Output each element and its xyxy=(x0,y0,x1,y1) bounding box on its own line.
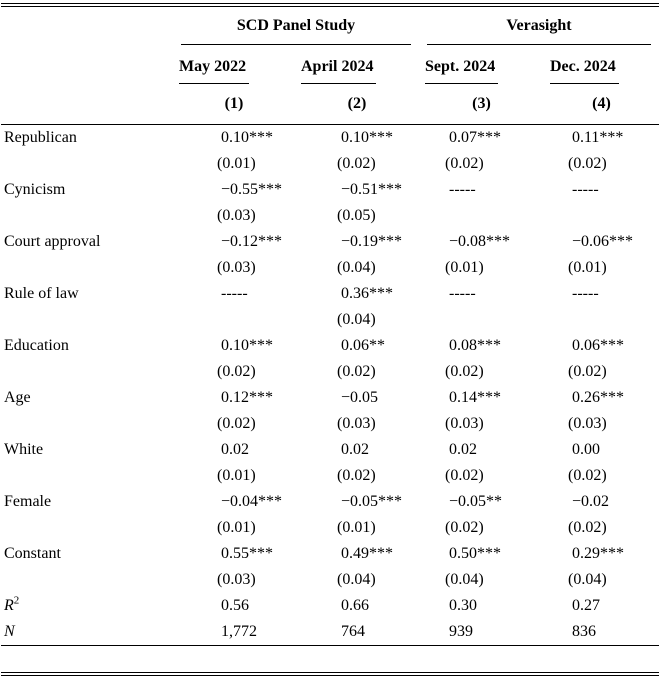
se-cell: (0.02) xyxy=(337,155,376,172)
se-cell xyxy=(419,307,544,333)
se-cell: (0.02) xyxy=(568,363,607,380)
se-cell: (0.02) xyxy=(217,363,256,380)
se-cell: (0.01) xyxy=(217,519,256,536)
estimate-cell: 0.14*** xyxy=(449,389,501,406)
stat-cell: 836 xyxy=(544,619,659,646)
estimate-cell: −0.05*** xyxy=(341,493,403,510)
estimate-row xyxy=(1,281,659,307)
col-header-may-2022: May 2022 xyxy=(179,57,249,84)
se-cell: (0.04) xyxy=(337,571,376,588)
row-label: Rule of law xyxy=(4,285,79,302)
row-label: Age xyxy=(4,389,31,406)
estimate-cell: −0.05 xyxy=(341,389,379,406)
r-squared-label: $R^2$ xyxy=(4,594,20,614)
standard-error-row xyxy=(1,359,659,385)
estimate-cell: 0.02 xyxy=(449,441,477,458)
se-cell: (0.01) xyxy=(445,259,484,276)
standard-error-row xyxy=(1,411,659,437)
row-label: Female xyxy=(4,493,52,510)
estimate-row xyxy=(1,177,659,203)
estimate-cell: 0.29*** xyxy=(572,545,624,562)
col-header-sept-2024: Sept. 2024 xyxy=(425,57,498,84)
standard-error-row xyxy=(1,151,659,177)
estimate-cell: −0.55*** xyxy=(221,181,283,198)
estimate-cell: 0.50*** xyxy=(449,545,501,562)
se-cell: (0.04) xyxy=(445,571,484,588)
se-cell: (0.03) xyxy=(217,259,256,276)
estimate-cell: ----- xyxy=(449,181,476,198)
standard-error-row xyxy=(1,307,659,333)
estimate-cell: 0.12*** xyxy=(221,389,273,406)
se-cell: (0.01) xyxy=(217,467,256,484)
se-cell: (0.02) xyxy=(568,155,607,172)
estimate-cell: 0.36*** xyxy=(341,285,393,302)
se-cell: (0.04) xyxy=(337,311,376,328)
se-cell xyxy=(544,307,659,333)
se-cell: (0.02) xyxy=(217,415,256,432)
estimate-row xyxy=(1,541,659,567)
group-header-row xyxy=(1,7,659,45)
estimate-row xyxy=(1,385,659,411)
se-cell xyxy=(419,203,544,229)
wave-header-row xyxy=(1,45,659,84)
estimate-cell: −0.08*** xyxy=(449,233,511,250)
estimate-cell: 0.10*** xyxy=(341,129,393,146)
table-header xyxy=(1,7,659,125)
estimate-cell: 0.02 xyxy=(221,441,249,458)
regression-table xyxy=(1,7,659,646)
se-cell: (0.02) xyxy=(337,363,376,380)
col-number-3: (3) xyxy=(419,84,544,125)
estimate-cell: ----- xyxy=(572,285,599,302)
standard-error-row xyxy=(1,463,659,489)
stat-cell: 764 xyxy=(295,619,419,646)
stat-cell: 1,772 xyxy=(173,619,295,646)
stats-body xyxy=(1,593,659,646)
stat-cell: 0.56 xyxy=(221,597,249,614)
se-cell: (0.02) xyxy=(445,155,484,172)
estimate-cell: 0.26*** xyxy=(572,389,624,406)
estimate-row xyxy=(1,229,659,255)
estimate-row xyxy=(1,437,659,463)
row-label: Cynicism xyxy=(4,181,66,198)
estimate-cell: ----- xyxy=(221,285,248,302)
stat-cell: 939 xyxy=(419,619,544,646)
se-cell: (0.02) xyxy=(337,467,376,484)
estimate-row xyxy=(1,333,659,359)
estimate-row xyxy=(1,125,659,152)
estimate-cell: 0.10*** xyxy=(221,337,273,354)
se-cell: (0.05) xyxy=(337,207,376,224)
se-cell: (0.01) xyxy=(217,155,256,172)
se-cell: (0.02) xyxy=(445,519,484,536)
estimate-cell: ----- xyxy=(572,181,599,198)
stat-cell: 0.66 xyxy=(341,597,369,614)
group-header-verasight: Verasight xyxy=(427,15,651,45)
estimate-cell: 0.49*** xyxy=(341,545,393,562)
row-label: Court approval xyxy=(4,233,101,250)
se-cell: (0.03) xyxy=(337,415,376,432)
bottom-double-rule xyxy=(1,672,659,676)
col-number-2: (2) xyxy=(295,84,419,125)
estimate-cell: −0.04*** xyxy=(221,493,283,510)
estimate-cell: 0.10*** xyxy=(221,129,273,146)
col-number-4: (4) xyxy=(544,84,659,125)
estimate-cell: ----- xyxy=(449,285,476,302)
estimate-cell: 0.55*** xyxy=(221,545,273,562)
estimate-cell: −0.19*** xyxy=(341,233,403,250)
stat-cell: 0.27 xyxy=(572,597,600,614)
row-label: Constant xyxy=(4,545,61,562)
col-number-1: (1) xyxy=(173,84,295,125)
sample-size-label: N xyxy=(1,619,173,646)
row-label: White xyxy=(4,441,44,458)
coefficient-body xyxy=(1,125,659,594)
se-cell xyxy=(173,307,295,333)
se-cell xyxy=(544,203,659,229)
row-label: Education xyxy=(4,337,69,354)
standard-error-row xyxy=(1,515,659,541)
se-cell: (0.02) xyxy=(445,363,484,380)
estimate-cell: −0.05** xyxy=(449,493,503,510)
se-cell: (0.02) xyxy=(568,519,607,536)
estimate-cell: 0.02 xyxy=(341,441,369,458)
estimate-cell: −0.12*** xyxy=(221,233,283,250)
se-cell: (0.02) xyxy=(445,467,484,484)
group-header-scd-panel-study: SCD Panel Study xyxy=(181,15,411,45)
empty-corner-cell xyxy=(1,7,173,45)
estimate-cell: −0.51*** xyxy=(341,181,403,198)
standard-error-row xyxy=(1,255,659,281)
sample-size-row xyxy=(1,619,659,646)
bottom-spacer xyxy=(1,646,659,672)
se-cell: (0.03) xyxy=(445,415,484,432)
estimate-row xyxy=(1,489,659,515)
estimate-cell: 0.06** xyxy=(341,337,385,354)
se-cell: (0.03) xyxy=(568,415,607,432)
estimate-cell: 0.07*** xyxy=(449,129,501,146)
row-label: Republican xyxy=(4,129,77,146)
r-squared-row xyxy=(1,593,659,619)
stat-cell: 0.30 xyxy=(449,597,477,614)
col-header-dec-2024: Dec. 2024 xyxy=(550,57,619,84)
se-cell: (0.04) xyxy=(568,571,607,588)
col-header-april-2024: April 2024 xyxy=(301,57,376,84)
estimate-cell: 0.00 xyxy=(572,441,600,458)
column-number-row xyxy=(1,84,659,125)
se-cell: (0.01) xyxy=(568,259,607,276)
estimate-cell: 0.11*** xyxy=(572,129,624,146)
se-cell: (0.03) xyxy=(217,571,256,588)
se-cell: (0.01) xyxy=(337,519,376,536)
estimate-cell: −0.02 xyxy=(572,493,610,510)
se-cell: (0.02) xyxy=(568,467,607,484)
estimate-cell: 0.08*** xyxy=(449,337,501,354)
se-cell: (0.04) xyxy=(337,259,376,276)
standard-error-row xyxy=(1,203,659,229)
se-cell: (0.03) xyxy=(217,207,256,224)
estimate-cell: 0.06*** xyxy=(572,337,624,354)
standard-error-row xyxy=(1,567,659,593)
estimate-cell: −0.06*** xyxy=(572,233,634,250)
